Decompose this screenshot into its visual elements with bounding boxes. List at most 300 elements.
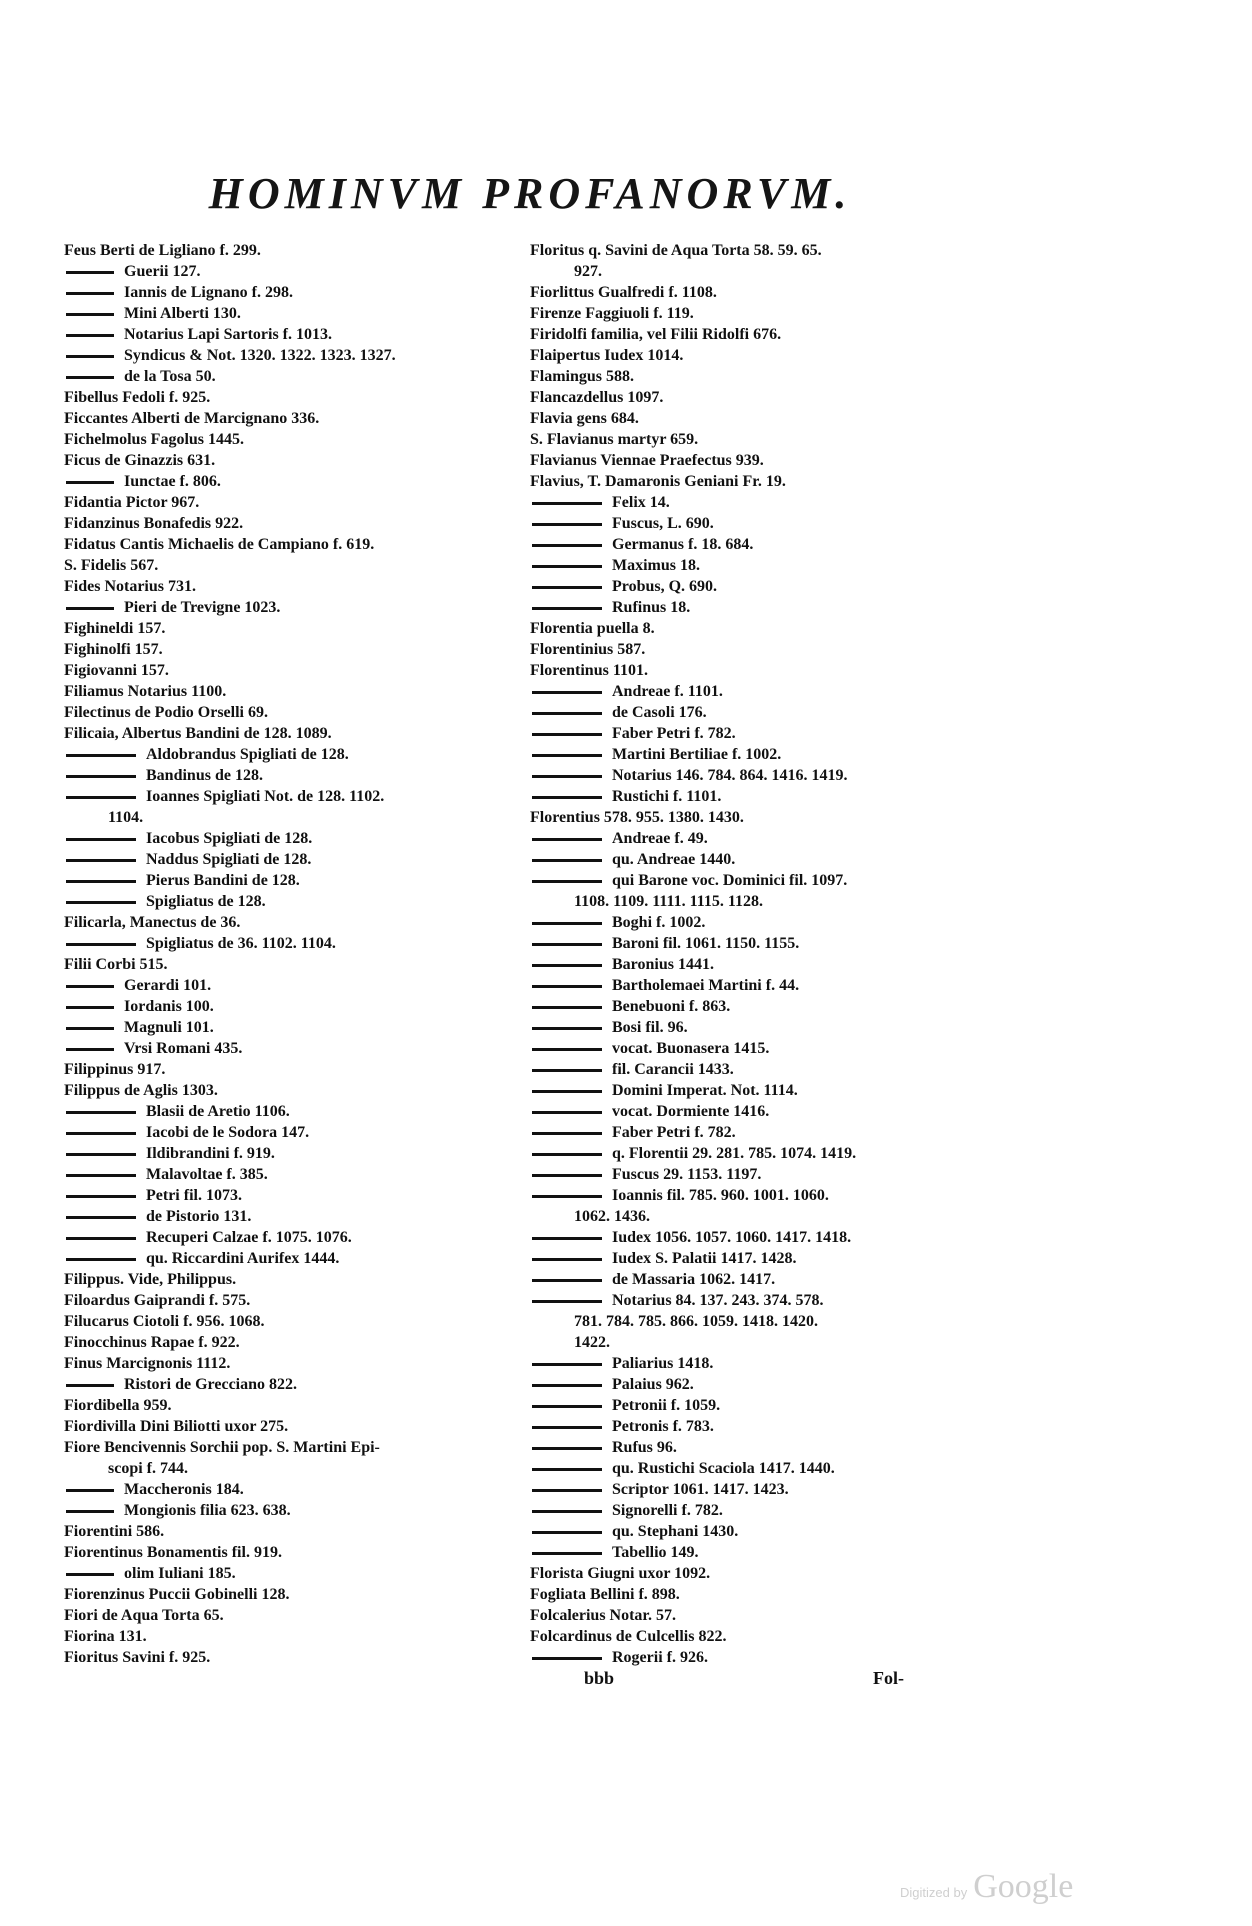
ditto-dash — [532, 1468, 602, 1471]
entry-text: Rustichi f. 1101. — [612, 788, 722, 805]
entry-text: Vrsi Romani 435. — [124, 1040, 243, 1057]
ditto-dash — [66, 334, 114, 337]
entry-text: Blasii de Aretio 1106. — [146, 1103, 290, 1120]
ditto-dash — [66, 838, 136, 841]
index-entry — [530, 1521, 970, 1542]
entry-text: Tabellio 149. — [612, 1544, 699, 1561]
entry-text: Filiamus Notarius 1100. — [64, 683, 227, 700]
ditto-dash — [532, 586, 602, 589]
digitized-watermark — [900, 1868, 1073, 1906]
ditto-dash — [532, 1174, 602, 1177]
entry-text: Felix 14. — [612, 494, 670, 511]
entry-text: Iacobus Spigliati de 128. — [146, 830, 313, 847]
ditto-dash — [66, 1027, 114, 1030]
ditto-dash — [532, 1384, 602, 1387]
entry-text: Fiorentini 586. — [64, 1523, 165, 1540]
index-entry — [530, 1395, 970, 1416]
index-entry — [64, 1269, 534, 1290]
index-entry — [64, 282, 534, 303]
index-entry — [64, 1479, 534, 1500]
index-entry — [64, 1290, 534, 1311]
index-entry — [530, 1458, 970, 1479]
index-entry — [530, 1647, 970, 1668]
index-entry — [530, 1353, 970, 1374]
ditto-dash — [66, 1258, 136, 1261]
index-column-right — [530, 240, 970, 1668]
ditto-dash — [532, 775, 602, 778]
entry-text: Fiorlittus Gualfredi f. 1108. — [530, 284, 717, 301]
index-entry — [530, 492, 970, 513]
entry-text: Bandinus de 128. — [146, 767, 263, 784]
index-entry — [530, 303, 970, 324]
index-entry — [530, 1269, 970, 1290]
index-entry — [64, 1353, 534, 1374]
index-entry — [64, 1605, 534, 1626]
ditto-dash — [532, 544, 602, 547]
ditto-dash — [66, 481, 114, 484]
index-entry — [64, 1038, 534, 1059]
index-entry — [64, 513, 534, 534]
ditto-dash — [66, 901, 136, 904]
entry-text: Gerardi 101. — [124, 977, 212, 994]
entry-text: Mongionis filia 623. 638. — [124, 1502, 291, 1519]
entry-text: 927. — [574, 263, 602, 280]
signature-mark: bbb — [584, 1668, 615, 1688]
index-entry — [530, 660, 970, 681]
catchword: Fol- — [873, 1668, 904, 1688]
index-entry — [64, 303, 534, 324]
entry-text: Filicaia, Albertus Bandini de 128. 1089. — [64, 725, 332, 742]
index-entry — [64, 786, 534, 807]
index-entry — [530, 1374, 970, 1395]
ditto-dash — [66, 859, 136, 862]
entry-text: Flancazdellus 1097. — [530, 389, 664, 406]
entry-text: qu. Rustichi Scaciola 1417. 1440. — [612, 1460, 835, 1477]
entry-text: Filucarus Ciotoli f. 956. 1068. — [64, 1313, 265, 1330]
entry-text: Palaius 962. — [612, 1376, 694, 1393]
ditto-dash — [532, 1195, 602, 1198]
ditto-dash — [66, 1510, 114, 1513]
index-entry — [64, 1017, 534, 1038]
entry-text: de la Tosa 50. — [124, 368, 216, 385]
index-entry — [64, 1458, 534, 1479]
entry-text: Spigliatus de 36. 1102. 1104. — [146, 935, 336, 952]
index-entry — [64, 261, 534, 282]
entry-text: Florentius 578. 955. 1380. 1430. — [530, 809, 744, 826]
index-entry — [64, 1185, 534, 1206]
entry-text: Aldobrandus Spigliati de 128. — [146, 746, 349, 763]
entry-text: Mini Alberti 130. — [124, 305, 241, 322]
ditto-dash — [532, 796, 602, 799]
ditto-dash — [532, 1153, 602, 1156]
entry-text: Probus, Q. 690. — [612, 578, 718, 595]
index-entry — [530, 1038, 970, 1059]
index-entry — [64, 597, 534, 618]
entry-text: Filippinus 917. — [64, 1061, 166, 1078]
ditto-dash — [532, 565, 602, 568]
index-entry — [530, 954, 970, 975]
entry-text: Fuscus 29. 1153. 1197. — [612, 1166, 762, 1183]
entry-text: Magnuli 101. — [124, 1019, 214, 1036]
index-entry — [530, 1101, 970, 1122]
entry-text: Ioannes Spigliati Not. de 128. 1102. — [146, 788, 385, 805]
index-entry — [530, 240, 970, 261]
entry-text: Germanus f. 18. 684. — [612, 536, 754, 553]
index-entry — [64, 345, 534, 366]
ditto-dash — [66, 796, 136, 799]
ditto-dash — [66, 985, 114, 988]
ditto-dash — [66, 1216, 136, 1219]
ditto-dash — [532, 754, 602, 757]
entry-text: Recuperi Calzae f. 1075. 1076. — [146, 1229, 352, 1246]
index-entry — [64, 324, 534, 345]
entry-text: Folcalerius Notar. 57. — [530, 1607, 677, 1624]
ditto-dash — [532, 838, 602, 841]
index-entry — [530, 1416, 970, 1437]
index-entry — [64, 1248, 534, 1269]
index-entry — [64, 366, 534, 387]
entry-text: Figiovanni 157. — [64, 662, 169, 679]
ditto-dash — [532, 1132, 602, 1135]
index-entry — [64, 618, 534, 639]
ditto-dash — [66, 880, 136, 883]
index-entry — [64, 849, 534, 870]
index-entry — [530, 534, 970, 555]
entry-text: Signorelli f. 782. — [612, 1502, 723, 1519]
entry-text: scopi f. 744. — [108, 1460, 188, 1477]
ditto-dash — [532, 922, 602, 925]
index-entry — [64, 387, 534, 408]
entry-text: Firenze Faggiuoli f. 119. — [530, 305, 694, 322]
ditto-dash — [66, 754, 136, 757]
entry-text: Fiori de Aqua Torta 65. — [64, 1607, 224, 1624]
entry-text: Spigliatus de 128. — [146, 893, 266, 910]
entry-text: Iannis de Lignano f. 298. — [124, 284, 293, 301]
index-entry — [530, 345, 970, 366]
entry-text: Florista Giugni uxor 1092. — [530, 1565, 711, 1582]
entry-text: vocat. Dormiente 1416. — [612, 1103, 770, 1120]
index-entry — [64, 1122, 534, 1143]
ditto-dash — [532, 880, 602, 883]
index-entry — [530, 1017, 970, 1038]
ditto-dash — [66, 1195, 136, 1198]
index-entry — [64, 1311, 534, 1332]
ditto-dash — [532, 1300, 602, 1303]
ditto-dash — [532, 1657, 602, 1660]
entry-text: Fiorenzinus Puccii Gobinelli 128. — [64, 1586, 290, 1603]
index-entry — [64, 912, 534, 933]
entry-text: Domini Imperat. Not. 1114. — [612, 1082, 798, 1099]
ditto-dash — [66, 313, 114, 316]
ditto-dash — [532, 1552, 602, 1555]
entry-text: Finocchinus Rapae f. 922. — [64, 1334, 240, 1351]
entry-text: Ioannis fil. 785. 960. 1001. 1060. — [612, 1187, 829, 1204]
index-entry — [530, 786, 970, 807]
entry-text: Filii Corbi 515. — [64, 956, 168, 973]
entry-text: de Massaria 1062. 1417. — [612, 1271, 776, 1288]
ditto-dash — [532, 1006, 602, 1009]
index-entry — [530, 1563, 970, 1584]
page-footer — [584, 1668, 904, 1696]
index-entry — [530, 471, 970, 492]
index-entry — [64, 870, 534, 891]
index-entry — [530, 1479, 970, 1500]
entry-text: Ficus de Ginazzis 631. — [64, 452, 216, 469]
entry-text: Martini Bertiliae f. 1002. — [612, 746, 782, 763]
index-entry — [64, 702, 534, 723]
entry-text: Folcardinus de Culcellis 822. — [530, 1628, 727, 1645]
index-entry — [530, 1206, 970, 1227]
ditto-dash — [532, 1027, 602, 1030]
ditto-dash — [532, 1048, 602, 1051]
entry-text: Iordanis 100. — [124, 998, 214, 1015]
index-entry — [64, 807, 534, 828]
index-entry — [530, 996, 970, 1017]
index-entry — [530, 1080, 970, 1101]
index-entry — [64, 492, 534, 513]
entry-text: S. Fidelis 567. — [64, 557, 159, 574]
index-entry — [64, 933, 534, 954]
index-entry — [530, 681, 970, 702]
entry-text: Firidolfi familia, vel Filii Ridolfi 676. — [530, 326, 782, 343]
entry-text: Pierus Bandini de 128. — [146, 872, 300, 889]
index-entry — [530, 1185, 970, 1206]
entry-text: Rogerii f. 926. — [612, 1649, 708, 1666]
index-entry — [530, 513, 970, 534]
ditto-dash — [66, 355, 114, 358]
index-entry — [530, 429, 970, 450]
ditto-dash — [532, 859, 602, 862]
index-entry — [64, 996, 534, 1017]
ditto-dash — [532, 502, 602, 505]
ditto-dash — [532, 523, 602, 526]
index-entry — [64, 1227, 534, 1248]
index-entry — [64, 1143, 534, 1164]
index-entry — [64, 576, 534, 597]
index-entry — [530, 933, 970, 954]
entry-text: Fioritus Savini f. 925. — [64, 1649, 211, 1666]
entry-text: Andreae f. 49. — [612, 830, 708, 847]
index-entry — [64, 1521, 534, 1542]
index-entry — [64, 744, 534, 765]
entry-text: Fiorina 131. — [64, 1628, 147, 1645]
entry-text: Flamingus 588. — [530, 368, 635, 385]
entry-text: Fiore Bencivennis Sorchii pop. S. Martini Epi- — [64, 1439, 380, 1456]
ditto-dash — [66, 271, 114, 274]
entry-text: Faber Petri f. 782. — [612, 725, 736, 742]
index-entry — [530, 1143, 970, 1164]
index-entry — [64, 1647, 534, 1668]
entry-text: de Casoli 176. — [612, 704, 707, 721]
entry-text: Ildibrandini f. 919. — [146, 1145, 275, 1162]
index-entry — [530, 261, 970, 282]
entry-text: Notarius Lapi Sartoris f. 1013. — [124, 326, 332, 343]
ditto-dash — [532, 1279, 602, 1282]
index-entry — [64, 1542, 534, 1563]
ditto-dash — [66, 1174, 136, 1177]
entry-text: de Pistorio 131. — [146, 1208, 252, 1225]
entry-text: qu. Riccardini Aurifex 1444. — [146, 1250, 340, 1267]
index-entry — [64, 450, 534, 471]
ditto-dash — [532, 712, 602, 715]
entry-text: Guerii 127. — [124, 263, 201, 280]
ditto-dash — [66, 376, 114, 379]
index-entry — [530, 1122, 970, 1143]
index-entry — [530, 849, 970, 870]
index-entry — [530, 1164, 970, 1185]
index-entry — [64, 660, 534, 681]
index-entry — [64, 1059, 534, 1080]
entry-text: 1422. — [574, 1334, 610, 1351]
index-entry — [530, 828, 970, 849]
index-entry — [530, 1542, 970, 1563]
index-entry — [530, 870, 970, 891]
entry-text: 781. 784. 785. 866. 1059. 1418. 1420. — [574, 1313, 818, 1330]
watermark-brand: Google — [973, 1868, 1074, 1905]
ditto-dash — [66, 943, 136, 946]
entry-text: Andreae f. 1101. — [612, 683, 723, 700]
index-entry — [64, 1164, 534, 1185]
index-entry — [64, 1437, 534, 1458]
entry-text: Fibellus Fedoli f. 925. — [64, 389, 211, 406]
index-entry — [64, 1206, 534, 1227]
entry-text: Ristori de Grecciano 822. — [124, 1376, 298, 1393]
entry-text: Benebuoni f. 863. — [612, 998, 731, 1015]
index-column-left — [64, 240, 534, 1668]
ditto-dash — [532, 1426, 602, 1429]
ditto-dash — [66, 1006, 114, 1009]
entry-text: Boghi f. 1002. — [612, 914, 706, 931]
index-entry — [64, 723, 534, 744]
index-entry — [530, 387, 970, 408]
entry-text: Scriptor 1061. 1417. 1423. — [612, 1481, 789, 1498]
index-entry — [64, 1563, 534, 1584]
entry-text: Petronii f. 1059. — [612, 1397, 721, 1414]
index-entry — [530, 1248, 970, 1269]
entry-text: Notarius 84. 137. 243. 374. 578. — [612, 1292, 824, 1309]
index-entry — [530, 1332, 970, 1353]
ditto-dash — [66, 1573, 114, 1576]
ditto-dash — [66, 292, 114, 295]
entry-text: Finus Marcignonis 1112. — [64, 1355, 231, 1372]
entry-text: Flavia gens 684. — [530, 410, 639, 427]
index-entry — [64, 1332, 534, 1353]
entry-text: olim Iuliani 185. — [124, 1565, 236, 1582]
entry-text: qu. Andreae 1440. — [612, 851, 736, 868]
entry-text: Faber Petri f. 782. — [612, 1124, 736, 1141]
entry-text: Filicarla, Manectus de 36. — [64, 914, 241, 931]
ditto-dash — [66, 1237, 136, 1240]
page-title: HOMINVM PROFANORVM. — [208, 169, 852, 218]
entry-text: S. Flavianus martyr 659. — [530, 431, 699, 448]
index-entry — [64, 471, 534, 492]
ditto-dash — [66, 1153, 136, 1156]
ditto-dash — [532, 1237, 602, 1240]
index-entry — [64, 639, 534, 660]
entry-text: Feus Berti de Ligliano f. 299. — [64, 242, 261, 259]
ditto-dash — [532, 1111, 602, 1114]
index-entry — [530, 765, 970, 786]
entry-text: Fichelmolus Fagolus 1445. — [64, 431, 245, 448]
entry-text: Fides Notarius 731. — [64, 578, 196, 595]
index-entry — [64, 240, 534, 261]
index-entry — [530, 891, 970, 912]
index-entry — [530, 912, 970, 933]
entry-text: Filoardus Gaiprandi f. 575. — [64, 1292, 251, 1309]
index-entry — [530, 408, 970, 429]
entry-text: Fighinolfi 157. — [64, 641, 163, 658]
index-entry — [530, 1059, 970, 1080]
ditto-dash — [66, 607, 114, 610]
entry-text: Iudex S. Palatii 1417. 1428. — [612, 1250, 797, 1267]
ditto-dash — [66, 775, 136, 778]
ditto-dash — [532, 1258, 602, 1261]
entry-text: q. Florentii 29. 281. 785. 1074. 1419. — [612, 1145, 857, 1162]
entry-text: Fiordivilla Dini Biliotti uxor 275. — [64, 1418, 289, 1435]
entry-text: Bosi fil. 96. — [612, 1019, 688, 1036]
index-entry — [530, 576, 970, 597]
entry-text: Petri fil. 1073. — [146, 1187, 242, 1204]
index-entry — [530, 1437, 970, 1458]
ditto-dash — [66, 1048, 114, 1051]
ditto-dash — [532, 1510, 602, 1513]
entry-text: Petronis f. 783. — [612, 1418, 714, 1435]
index-entry — [64, 1500, 534, 1521]
index-entry — [64, 555, 534, 576]
ditto-dash — [532, 691, 602, 694]
ditto-dash — [532, 943, 602, 946]
index-entry — [530, 1584, 970, 1605]
entry-text: Fiordibella 959. — [64, 1397, 172, 1414]
entry-text: Rufus 96. — [612, 1439, 677, 1456]
index-entry — [530, 1311, 970, 1332]
index-entry — [530, 975, 970, 996]
index-entry — [530, 702, 970, 723]
index-entry — [530, 618, 970, 639]
index-entry — [64, 429, 534, 450]
entry-text: Fidantia Pictor 967. — [64, 494, 200, 511]
index-entry — [64, 954, 534, 975]
ditto-dash — [532, 1405, 602, 1408]
index-entry — [64, 1584, 534, 1605]
index-entry — [64, 1374, 534, 1395]
ditto-dash — [532, 1447, 602, 1450]
entry-text: Naddus Spigliati de 128. — [146, 851, 312, 868]
entry-text: Bartholemaei Martini f. 44. — [612, 977, 800, 994]
index-entry — [64, 1416, 534, 1437]
entry-text: vocat. Buonasera 1415. — [612, 1040, 770, 1057]
index-entry — [530, 555, 970, 576]
entry-text: Flaipertus Iudex 1014. — [530, 347, 684, 364]
entry-text: Fuscus, L. 690. — [612, 515, 714, 532]
index-entry — [64, 765, 534, 786]
entry-text: Pieri de Trevigne 1023. — [124, 599, 281, 616]
ditto-dash — [532, 1069, 602, 1072]
entry-text: Iudex 1056. 1057. 1060. 1417. 1418. — [612, 1229, 852, 1246]
index-entry — [64, 1101, 534, 1122]
ditto-dash — [66, 1384, 114, 1387]
index-entry — [64, 891, 534, 912]
entry-text: Filippus. Vide, Philippus. — [64, 1271, 237, 1288]
index-entry — [530, 324, 970, 345]
index-entry — [530, 1626, 970, 1647]
entry-text: Floritus q. Savini de Aqua Torta 58. 59. 65. — [530, 242, 822, 259]
entry-text: Iacobi de le Sodora 147. — [146, 1124, 310, 1141]
entry-text: qui Barone voc. Dominici fil. 1097. — [612, 872, 848, 889]
index-entry — [64, 1395, 534, 1416]
entry-text: Fidanzinus Bonafedis 922. — [64, 515, 244, 532]
entry-text: Syndicus & Not. 1320. 1322. 1323. 1327. — [124, 347, 396, 364]
